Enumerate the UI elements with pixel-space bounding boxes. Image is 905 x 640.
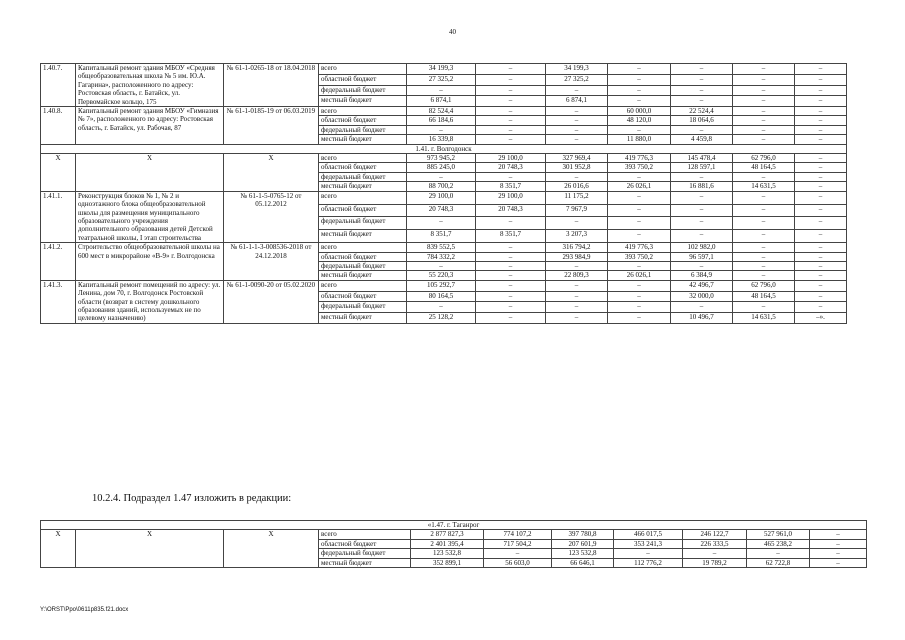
amount-cell: 25 128,2: [407, 313, 476, 324]
object-name: Строительство общеобразовательной школы на 600 мест в микрорайоне «В-9» г. Волгодонска: [76, 243, 224, 281]
amount-cell: –: [546, 85, 608, 96]
row-number: Х: [41, 530, 76, 568]
amount-cell: –: [476, 172, 546, 181]
amount-cell: 466 017,5: [614, 530, 683, 539]
amount-cell: –: [546, 116, 608, 125]
expertise-document: Х: [224, 154, 319, 192]
amount-cell: 397 780,8: [552, 530, 614, 539]
amount-cell: 226 333,5: [683, 539, 747, 548]
funding-source: всего: [319, 107, 407, 116]
amount-cell: 246 122,7: [683, 530, 747, 539]
amount-cell: –: [795, 191, 847, 204]
row-number: Х: [41, 154, 76, 192]
amount-cell: 34 199,3: [407, 64, 476, 75]
amount-cell: 32 000,0: [671, 291, 733, 302]
amount-cell: 18 064,6: [671, 116, 733, 125]
amount-cell: –: [810, 539, 867, 548]
amount-cell: –: [795, 135, 847, 144]
amount-cell: 11 880,0: [608, 135, 671, 144]
amount-cell: –: [733, 217, 795, 230]
amount-cell: –: [795, 261, 847, 270]
amount-cell: –: [407, 261, 476, 270]
amount-cell: 6 384,9: [671, 271, 733, 280]
amount-cell: –: [733, 243, 795, 252]
amount-cell: –: [733, 191, 795, 204]
amount-cell: –: [733, 172, 795, 181]
object-name: Реконструкция блоков № 1, № 2 и одноэтажного блока общеобразовательной школы для размещения муниципального образовательного учреждения дополнительного образования детей Детской театральной школы, I этап строительства: [76, 191, 224, 242]
section-row: [41, 521, 867, 530]
amount-cell: –: [733, 135, 795, 144]
amount-cell: –: [608, 204, 671, 217]
expertise-document: № 61-1-1-3-008536-2018 от 24.12.2018: [224, 243, 319, 281]
amount-cell: –: [476, 271, 546, 280]
amount-cell: 6 874,1: [407, 96, 476, 107]
amount-cell: 66 184,6: [407, 116, 476, 125]
row-number: 1.41.3.: [41, 280, 76, 323]
amount-cell: –: [795, 217, 847, 230]
amount-cell: 353 241,3: [614, 539, 683, 548]
amount-cell: 66 646,1: [552, 558, 614, 567]
funding-source: всего: [319, 530, 411, 539]
amount-cell: 8 351,7: [407, 230, 476, 243]
amount-cell: –: [810, 558, 867, 567]
amount-cell: 145 478,4: [671, 154, 733, 163]
amount-cell: –: [795, 96, 847, 107]
amount-cell: 22 524,4: [671, 107, 733, 116]
amount-cell: 80 164,5: [407, 291, 476, 302]
amount-cell: 393 750,2: [608, 252, 671, 261]
amount-cell: –: [546, 280, 608, 291]
amount-cell: –: [733, 96, 795, 107]
row-number: 1.40.7.: [41, 64, 76, 107]
funding-source: областной бюджет: [319, 116, 407, 125]
subsection-heading: 10.2.4. Подраздел 1.47 изложить в редакции:: [92, 493, 292, 504]
section-row: [41, 144, 847, 153]
amount-cell: –: [546, 135, 608, 144]
amount-cell: 62 722,8: [747, 558, 810, 567]
table-row: [41, 530, 867, 539]
table-row: [41, 154, 847, 163]
amount-cell: –: [476, 243, 546, 252]
amount-cell: –: [795, 271, 847, 280]
funding-source: всего: [319, 154, 407, 163]
amount-cell: –: [733, 230, 795, 243]
amount-cell: 42 496,7: [671, 280, 733, 291]
funding-source: федеральный бюджет: [319, 125, 407, 134]
amount-cell: 26 016,6: [546, 182, 608, 191]
amount-cell: –: [608, 302, 671, 313]
amount-cell: –: [608, 291, 671, 302]
amount-cell: –: [476, 313, 546, 324]
amount-cell: –: [476, 135, 546, 144]
funding-source: областной бюджет: [319, 291, 407, 302]
section-title: 1.41. г. Волгодонск: [41, 144, 847, 153]
amount-cell: 60 000,0: [608, 107, 671, 116]
amount-cell: 8 351,7: [476, 230, 546, 243]
amount-cell: –: [546, 172, 608, 181]
amount-cell: –: [671, 172, 733, 181]
expertise-document: № 61-1-0090-20 от 05.02.2020: [224, 280, 319, 323]
amount-cell: 352 899,1: [411, 558, 484, 567]
amount-cell: 8 351,7: [476, 182, 546, 191]
amount-cell: 29 100,0: [476, 191, 546, 204]
amount-cell: 123 532,8: [552, 549, 614, 558]
amount-cell: 465 238,2: [747, 539, 810, 548]
amount-cell: 96 597,1: [671, 252, 733, 261]
amount-cell: 784 332,2: [407, 252, 476, 261]
amount-cell: 316 794,2: [546, 243, 608, 252]
row-number: 1.41.2.: [41, 243, 76, 281]
expertise-document: № 61-1-5-0765-12 от 05.12.2012: [224, 191, 319, 242]
amount-cell: –: [795, 182, 847, 191]
amount-cell: –: [795, 107, 847, 116]
amount-cell: 102 982,0: [671, 243, 733, 252]
funding-source: местный бюджет: [319, 313, 407, 324]
amount-cell: –: [733, 85, 795, 96]
amount-cell: –: [795, 230, 847, 243]
funding-source: местный бюджет: [319, 182, 407, 191]
amount-cell: –: [476, 291, 546, 302]
funding-source: областной бюджет: [319, 539, 411, 548]
amount-cell: –: [795, 125, 847, 134]
amount-cell: 885 245,0: [407, 163, 476, 172]
expertise-document: № 61-1-0265-18 от 18.04.2018: [224, 64, 319, 107]
amount-cell: –: [671, 261, 733, 270]
amount-cell: –: [476, 64, 546, 75]
amount-cell: 4 459,8: [671, 135, 733, 144]
amount-cell: –: [671, 191, 733, 204]
amount-cell: –: [407, 217, 476, 230]
amount-cell: 16 339,8: [407, 135, 476, 144]
amount-cell: 27 325,2: [546, 74, 608, 85]
amount-cell: –: [795, 302, 847, 313]
amount-cell: –: [608, 85, 671, 96]
amount-cell: –: [476, 125, 546, 134]
amount-cell: –: [608, 191, 671, 204]
amount-cell: 20 748,3: [476, 163, 546, 172]
amount-cell: –: [546, 217, 608, 230]
amount-cell: 717 504,2: [484, 539, 552, 548]
table-row: [41, 280, 847, 291]
object-name: Капитальный ремонт здания МБОУ «Гимназия № 7», расположенного по адресу: Ростовская область, г. Батайск, ул. Рабочая, 87: [76, 107, 224, 145]
amount-cell: 527 961,0: [747, 530, 810, 539]
funding-source: всего: [319, 243, 407, 252]
page-number: 40: [449, 28, 456, 36]
amount-cell: 62 796,0: [733, 280, 795, 291]
amount-cell: 2 877 827,3: [411, 530, 484, 539]
amount-cell: –: [733, 74, 795, 85]
amount-cell: –: [733, 64, 795, 75]
amount-cell: –: [671, 125, 733, 134]
amount-cell: 301 952,8: [546, 163, 608, 172]
amount-cell: –: [671, 74, 733, 85]
amount-cell: –: [671, 302, 733, 313]
amount-cell: 774 107,2: [484, 530, 552, 539]
table-row: [41, 64, 847, 75]
amount-cell: 14 631,5: [733, 182, 795, 191]
amount-cell: 839 552,5: [407, 243, 476, 252]
amount-cell: –: [608, 74, 671, 85]
amount-cell: –: [733, 125, 795, 134]
amount-cell: –: [733, 252, 795, 261]
amount-cell: –: [608, 280, 671, 291]
funding-source: федеральный бюджет: [319, 85, 407, 96]
amount-cell: –: [546, 261, 608, 270]
amount-cell: –».: [795, 313, 847, 324]
amount-cell: –: [476, 116, 546, 125]
amount-cell: –: [476, 252, 546, 261]
funding-source: местный бюджет: [319, 96, 407, 107]
amount-cell: –: [733, 107, 795, 116]
amount-cell: –: [407, 172, 476, 181]
amount-cell: –: [795, 74, 847, 85]
amount-cell: –: [671, 230, 733, 243]
amount-cell: –: [546, 291, 608, 302]
amount-cell: 393 750,2: [608, 163, 671, 172]
object-name: Х: [76, 154, 224, 192]
amount-cell: 128 597,1: [671, 163, 733, 172]
amount-cell: 3 207,3: [546, 230, 608, 243]
amount-cell: –: [671, 85, 733, 96]
funding-source: федеральный бюджет: [319, 261, 407, 270]
amount-cell: –: [795, 243, 847, 252]
amount-cell: 34 199,3: [546, 64, 608, 75]
amount-cell: 973 945,2: [407, 154, 476, 163]
amount-cell: 14 631,5: [733, 313, 795, 324]
table-row: [41, 243, 847, 252]
amount-cell: 62 796,0: [733, 154, 795, 163]
amount-cell: 123 532,8: [411, 549, 484, 558]
funding-source: федеральный бюджет: [319, 217, 407, 230]
expertise-document: Х: [224, 530, 319, 568]
amount-cell: –: [671, 204, 733, 217]
amount-cell: –: [476, 74, 546, 85]
amount-cell: 48 164,5: [733, 163, 795, 172]
amount-cell: 82 524,4: [407, 107, 476, 116]
object-name: Капитальный ремонт помещений по адресу: ул. Ленина, дом 70, г. Волгодонск Ростовской области (возврат в систему дошкольного образования зданий, используемых не по целевому назначению): [76, 280, 224, 323]
amount-cell: 2 401 395,4: [411, 539, 484, 548]
amount-cell: 10 496,7: [671, 313, 733, 324]
amount-cell: 112 776,2: [614, 558, 683, 567]
amount-cell: 7 967,9: [546, 204, 608, 217]
amount-cell: –: [733, 204, 795, 217]
amount-cell: –: [546, 302, 608, 313]
funding-source: всего: [319, 191, 407, 204]
row-number: 1.40.8.: [41, 107, 76, 145]
amount-cell: –: [810, 549, 867, 558]
amount-cell: –: [608, 172, 671, 181]
amount-cell: –: [733, 116, 795, 125]
amount-cell: –: [476, 85, 546, 96]
amount-cell: –: [476, 302, 546, 313]
funding-source: федеральный бюджет: [319, 172, 407, 181]
amount-cell: –: [407, 125, 476, 134]
amount-cell: 293 984,9: [546, 252, 608, 261]
amount-cell: –: [476, 280, 546, 291]
table-row: [41, 107, 847, 116]
amount-cell: –: [407, 302, 476, 313]
amount-cell: –: [608, 261, 671, 270]
amount-cell: –: [476, 107, 546, 116]
funding-source: областной бюджет: [319, 252, 407, 261]
amount-cell: –: [795, 163, 847, 172]
amount-cell: –: [546, 125, 608, 134]
amount-cell: –: [795, 85, 847, 96]
funding-source: областной бюджет: [319, 204, 407, 217]
amount-cell: 48 120,0: [608, 116, 671, 125]
amount-cell: –: [683, 549, 747, 558]
amount-cell: –: [733, 261, 795, 270]
amount-cell: –: [608, 230, 671, 243]
funding-source: местный бюджет: [319, 558, 411, 567]
amount-cell: –: [614, 549, 683, 558]
amount-cell: –: [546, 107, 608, 116]
footer-file-path: Y:\ORST\Ppo\0611p835.f21.docx: [40, 607, 129, 613]
amount-cell: –: [476, 261, 546, 270]
amount-cell: 27 325,2: [407, 74, 476, 85]
amount-cell: –: [747, 549, 810, 558]
table-row: [41, 191, 847, 204]
amount-cell: 88 700,2: [407, 182, 476, 191]
amount-cell: –: [795, 204, 847, 217]
funding-source: областной бюджет: [319, 163, 407, 172]
amount-cell: –: [810, 530, 867, 539]
amount-cell: –: [546, 313, 608, 324]
amount-cell: –: [608, 125, 671, 134]
amount-cell: 29 100,0: [476, 154, 546, 163]
funding-source: местный бюджет: [319, 230, 407, 243]
amount-cell: 11 175,2: [546, 191, 608, 204]
section-title: «1.47. г. Таганрог: [41, 521, 867, 530]
funding-source: местный бюджет: [319, 271, 407, 280]
amount-cell: 327 969,4: [546, 154, 608, 163]
amount-cell: –: [608, 217, 671, 230]
object-name: Х: [76, 530, 224, 568]
amount-cell: 48 164,5: [733, 291, 795, 302]
amount-cell: 29 100,0: [407, 191, 476, 204]
amount-cell: –: [671, 217, 733, 230]
amount-cell: 55 220,3: [407, 271, 476, 280]
amount-cell: 22 809,3: [546, 271, 608, 280]
amount-cell: –: [608, 64, 671, 75]
amount-cell: –: [795, 154, 847, 163]
expertise-document: № 61-1-0185-19 от 06.03.2019: [224, 107, 319, 145]
amount-cell: –: [407, 85, 476, 96]
object-name: Капитальный ремонт здания МБОУ «Средняя общеобразовательная школа № 5 им. Ю.А. Гагарина», расположенного по адресу: Ростовская область, г. Батайск, ул. Первомайское кольцо, 175: [76, 64, 224, 107]
amount-cell: 6 874,1: [546, 96, 608, 107]
taganrog-table: [40, 520, 867, 568]
amount-cell: –: [484, 549, 552, 558]
row-number: 1.41.1.: [41, 191, 76, 242]
amount-cell: 16 881,6: [671, 182, 733, 191]
amount-cell: –: [671, 64, 733, 75]
amount-cell: –: [733, 271, 795, 280]
amount-cell: 56 603,0: [484, 558, 552, 567]
amount-cell: 20 748,3: [407, 204, 476, 217]
amount-cell: 20 748,3: [476, 204, 546, 217]
amount-cell: –: [671, 96, 733, 107]
amount-cell: –: [795, 280, 847, 291]
amount-cell: 419 776,3: [608, 243, 671, 252]
amount-cell: –: [608, 96, 671, 107]
amount-cell: –: [795, 64, 847, 75]
funding-source: федеральный бюджет: [319, 302, 407, 313]
amount-cell: –: [476, 217, 546, 230]
amount-cell: 105 292,7: [407, 280, 476, 291]
construction-table: [40, 63, 847, 324]
amount-cell: –: [795, 252, 847, 261]
funding-source: местный бюджет: [319, 135, 407, 144]
amount-cell: 19 789,2: [683, 558, 747, 567]
amount-cell: –: [795, 116, 847, 125]
amount-cell: 207 601,9: [552, 539, 614, 548]
amount-cell: 419 776,3: [608, 154, 671, 163]
funding-source: федеральный бюджет: [319, 549, 411, 558]
funding-source: всего: [319, 64, 407, 75]
amount-cell: 26 026,1: [608, 182, 671, 191]
amount-cell: 26 026,1: [608, 271, 671, 280]
funding-source: всего: [319, 280, 407, 291]
amount-cell: –: [476, 96, 546, 107]
amount-cell: –: [795, 291, 847, 302]
amount-cell: –: [795, 172, 847, 181]
funding-source: областной бюджет: [319, 74, 407, 85]
amount-cell: –: [733, 302, 795, 313]
amount-cell: –: [608, 313, 671, 324]
